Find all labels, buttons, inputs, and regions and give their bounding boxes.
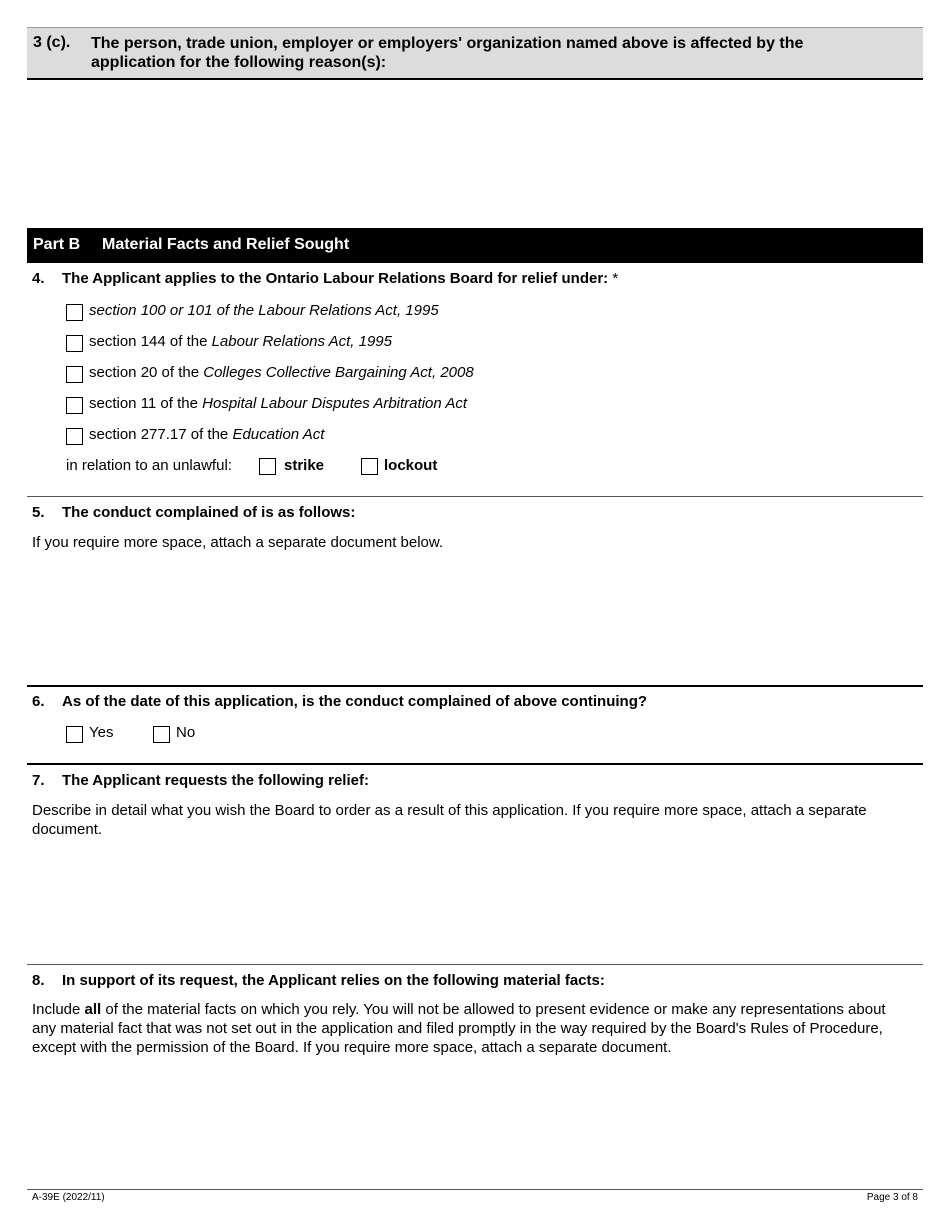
question-7-answer-field[interactable]: [27, 842, 923, 960]
form-id: A-39E (2022/11): [32, 1192, 105, 1203]
question-5: [32, 504, 912, 521]
question-5-number: 5.: [32, 504, 45, 521]
strike-label: strike: [284, 457, 325, 474]
question-7-text: The Applicant requests the following relief:: [62, 772, 369, 789]
lockout-label: lockout: [384, 457, 438, 474]
section-3c-header: [27, 27, 923, 80]
checkbox-section-20[interactable]: [66, 366, 83, 383]
checkbox-section-277-17[interactable]: [66, 428, 83, 445]
page-number: Page 3 of 8: [866, 1192, 918, 1203]
relation-label: in relation to an unlawful:: [66, 457, 232, 474]
divider: [27, 496, 923, 497]
checkbox-lockout[interactable]: [361, 458, 378, 475]
question-5-answer-field[interactable]: [27, 556, 923, 682]
yes-label: Yes: [89, 724, 114, 741]
no-label: No: [176, 724, 196, 741]
section-3c-text: The person, trade union, employer or employers' organization named above is affected by the application for the following reason(s):: [91, 35, 804, 71]
checkbox-section-100-101[interactable]: [66, 304, 83, 321]
part-b-label: Part B: [33, 236, 81, 253]
option-section-100-101: section 100 or 101 of the Labour Relations Act, 1995: [89, 302, 439, 319]
question-8-note: Include all of the material facts on which you rely. You will not be allowed to present evidence or make any representations about any material fact that was not set out in the application and filed promptly in the way required by the Board's Rules of Procedure, except with the permission of the Board. If you require more space, attach a separate document.: [32, 1001, 886, 1056]
question-8-answer-field[interactable]: [27, 1062, 923, 1184]
divider: [27, 763, 923, 765]
checkbox-section-11[interactable]: [66, 397, 83, 414]
question-4-text: The Applicant applies to the Ontario Labour Relations Board for relief under:: [62, 270, 609, 287]
part-b-banner: [27, 228, 923, 263]
checkbox-strike[interactable]: [259, 458, 276, 475]
question-7-note: Describe in detail what you wish the Board to order as a result of this application. If you require more space, attach a separate document.: [32, 802, 867, 838]
question-6: [32, 693, 912, 710]
question-6-number: 6.: [32, 693, 45, 710]
question-4-number: 4.: [32, 270, 45, 287]
question-7-number: 7.: [32, 772, 45, 789]
question-6-text: As of the date of this application, is the conduct complained of above continuing?: [62, 693, 648, 710]
option-section-144: section 144 of the Labour Relations Act, 1995: [89, 333, 392, 350]
question-8-text: In support of its request, the Applicant relies on the following material facts:: [62, 972, 605, 989]
option-section-277-17: section 277.17 of the Education Act: [89, 426, 325, 443]
option-section-11: section 11 of the Hospital Labour Disputes Arbitration Act: [89, 395, 467, 412]
section-3c-number: 3 (c).: [33, 34, 71, 51]
question-5-text: The conduct complained of is as follows:: [62, 504, 356, 521]
question-8-number: 8.: [32, 972, 45, 989]
question-7: [32, 772, 912, 789]
question-8: [32, 972, 912, 989]
question-4: [32, 270, 912, 287]
checkbox-yes[interactable]: [66, 726, 83, 743]
option-section-20: section 20 of the Colleges Collective Bargaining Act, 2008: [89, 364, 474, 381]
required-mark: *: [612, 270, 619, 287]
question-5-note: If you require more space, attach a separate document below.: [32, 534, 444, 551]
divider: [27, 685, 923, 687]
part-b-title: Material Facts and Relief Sought: [102, 236, 350, 253]
footer-rule: [27, 1189, 923, 1190]
checkbox-no[interactable]: [153, 726, 170, 743]
section-3c-answer-field[interactable]: [27, 79, 923, 227]
divider: [27, 964, 923, 965]
checkbox-section-144[interactable]: [66, 335, 83, 352]
